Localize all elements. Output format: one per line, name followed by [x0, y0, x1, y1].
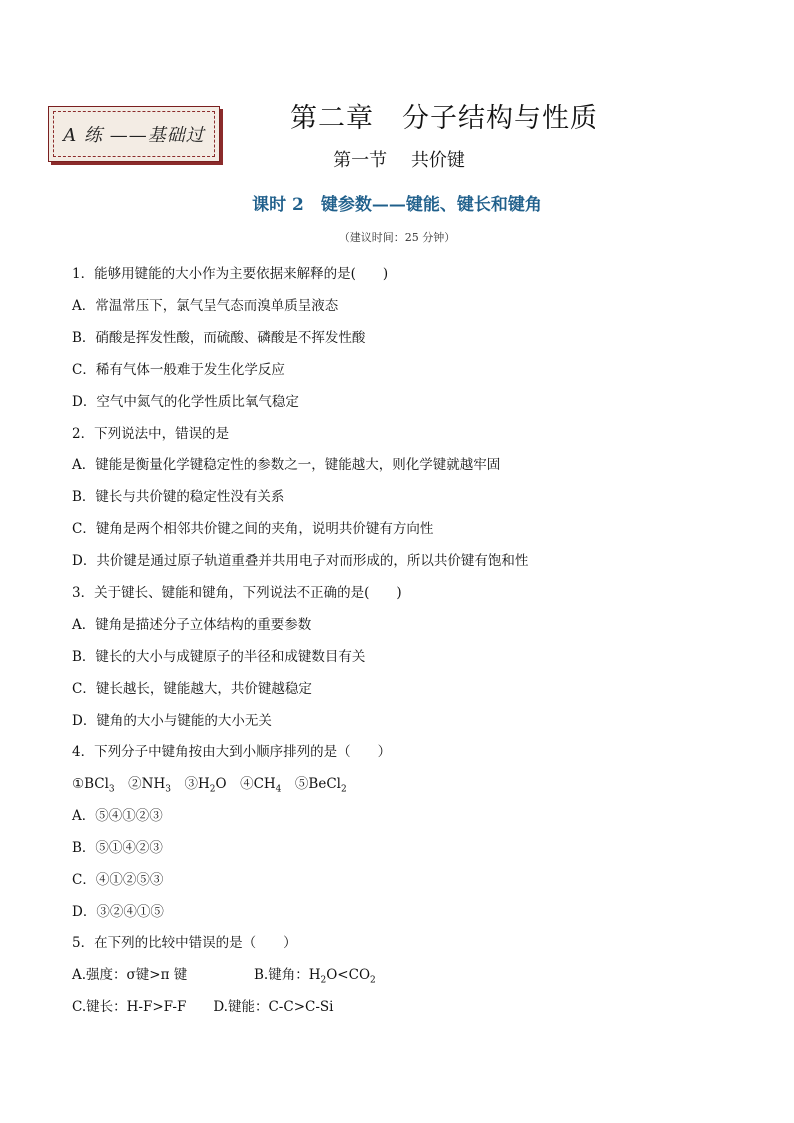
- section-title: 第一节 共价键: [333, 150, 465, 171]
- question-2-option-c: C．键角是两个相邻共价键之间的夹角，说明共价键有方向性: [72, 521, 434, 537]
- question-2-option-a: A．键能是衡量化学键稳定性的参数之一，键能越大，则化学键就越牢固: [72, 457, 501, 473]
- question-2-option-d: D．共价键是通过原子轨道重叠并共用电子对而形成的，所以共价键有饱和性: [72, 553, 529, 569]
- question-2-option-b: B．键长与共价键的稳定性没有关系: [72, 489, 285, 505]
- question-4-stem: 4．下列分子中键角按由大到小顺序排列的是（ ）: [72, 744, 392, 760]
- question-4-option-c: C．④①②⑤③: [72, 872, 164, 888]
- question-1-option-a: A．常温常压下，氯气呈气态而溴单质呈液态: [72, 298, 339, 314]
- lesson-title: 课时 2 键参数——键能、键长和键角: [252, 195, 542, 215]
- chapter-title: 第二章 分子结构与性质: [290, 103, 598, 134]
- question-3-option-b: B．键长的大小与成键原子的半径和成键数目有关: [72, 649, 366, 665]
- question-4-option-b: B．⑤①④②③: [72, 840, 163, 856]
- badge-label: A 练 ——基础过: [63, 125, 205, 146]
- question-1-option-c: C．稀有气体一般难于发生化学反应: [72, 362, 285, 378]
- question-3-option-c: C．键长越长，键能越大，共价键越稳定: [72, 681, 312, 697]
- question-5-option-b: B.键角：$H_2O<CO_2$: [254, 967, 376, 986]
- question-1-option-b: B．硝酸是挥发性酸，而硫酸、磷酸是不挥发性酸: [72, 330, 366, 346]
- question-4-molecule-list: ①BCl$_3$ $②NH_3$ $③H_2O$ $④CH_4$ ⑤BeCl$_2$: [72, 776, 347, 795]
- question-3-option-a: A．键角是描述分子立体结构的重要参数: [72, 617, 312, 633]
- question-4-option-d: D．③②④①⑤: [72, 904, 164, 920]
- question-2-stem: 2．下列说法中，错误的是: [72, 426, 230, 442]
- question-1-option-d: D．空气中氮气的化学性质比氧气稳定: [72, 394, 299, 410]
- suggested-time: （建议时间：25 分钟）: [338, 231, 456, 244]
- question-5-options-c-d: C.键长：H-F>F-F D.键能：C-C>C-Si: [72, 999, 334, 1015]
- question-1-stem: 1．能够用键能的大小作为主要依据来解释的是( ): [72, 266, 389, 282]
- question-3-stem: 3．关于键长、键能和键角，下列说法不正确的是( ): [72, 585, 402, 601]
- question-5-option-a: A.强度：σ键>π 键: [72, 967, 188, 983]
- question-3-option-d: D．键角的大小与键能的大小无关: [72, 713, 272, 729]
- question-4-option-a: A．⑤④①②③: [72, 808, 163, 824]
- question-5-stem: 5．在下列的比较中错误的是（ ）: [72, 935, 297, 951]
